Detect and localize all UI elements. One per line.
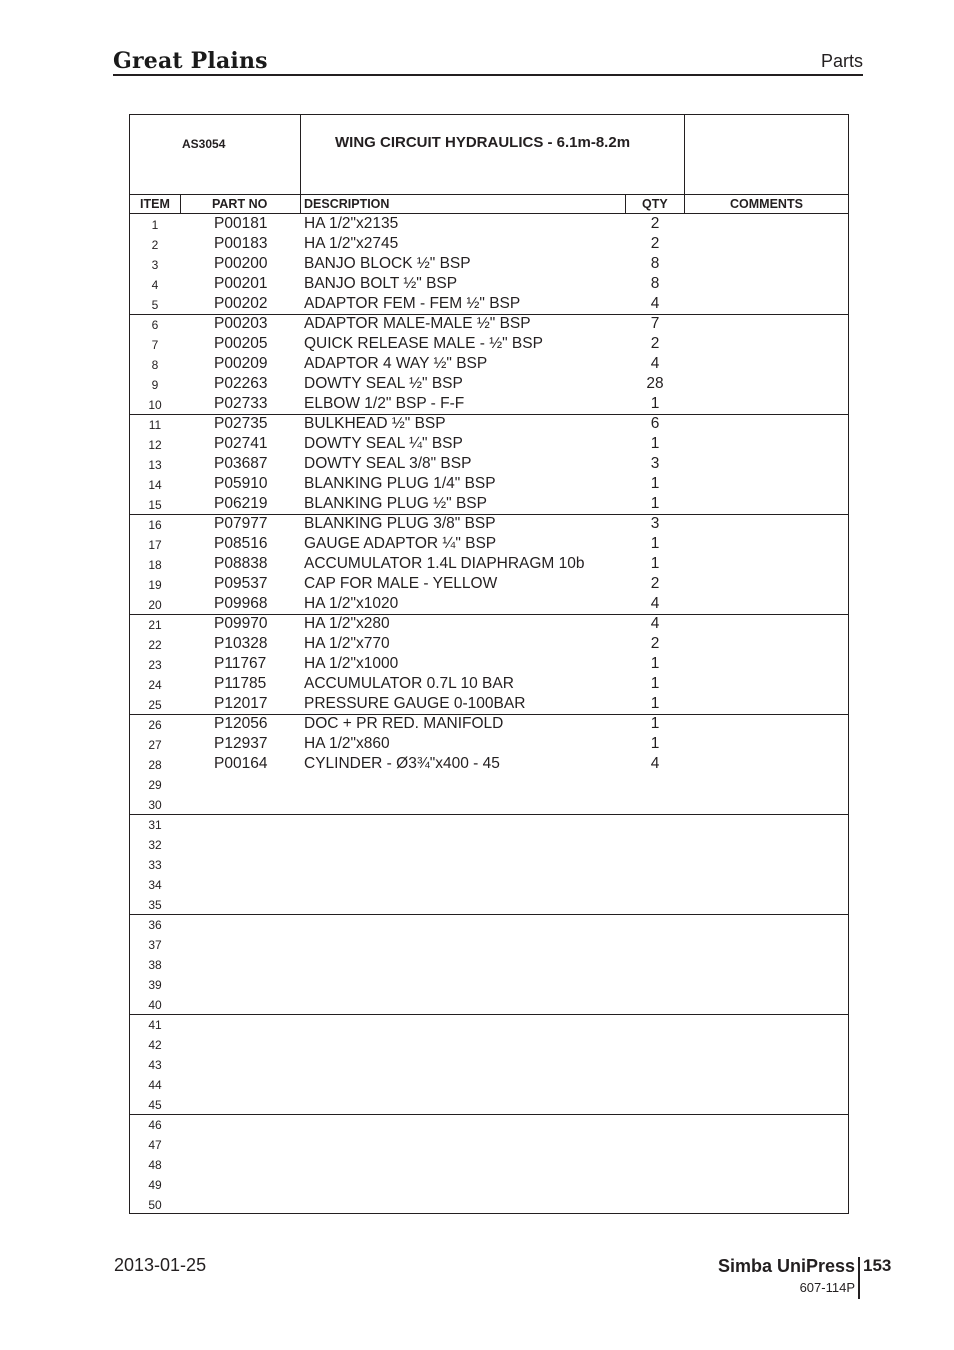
part-number: P03687 xyxy=(214,455,268,472)
item-number: 49 xyxy=(148,1178,162,1192)
part-description: ADAPTOR 4 WAY ½" BSP xyxy=(304,355,488,372)
part-description: BANJO BOLT ½" BSP xyxy=(304,275,458,292)
part-description: ACCUMULATOR 1.4L DIAPHRAGM 10b xyxy=(304,555,585,572)
part-quantity: 1 xyxy=(650,535,660,552)
part-description: DOWTY SEAL ½" BSP xyxy=(304,375,463,392)
item-number: 35 xyxy=(148,898,162,912)
table-row xyxy=(130,314,848,334)
item-number: 2 xyxy=(151,238,159,252)
part-number: P02735 xyxy=(214,415,268,432)
item-number: 32 xyxy=(148,838,162,852)
table-row xyxy=(130,554,848,574)
part-description: HA 1/2"x2745 xyxy=(304,235,399,252)
table-row xyxy=(130,654,848,674)
item-number: 43 xyxy=(148,1058,162,1072)
table-row xyxy=(130,1194,848,1214)
part-quantity: 1 xyxy=(650,555,660,572)
part-description: BLANKING PLUG ½" BSP xyxy=(304,495,487,512)
header-divider-left xyxy=(300,114,301,214)
table-row xyxy=(130,414,848,434)
part-description: HA 1/2"x2135 xyxy=(304,215,399,232)
part-description: HA 1/2"x860 xyxy=(304,735,390,752)
part-quantity: 1 xyxy=(650,735,660,752)
part-description: BLANKING PLUG 3/8" BSP xyxy=(304,515,496,532)
part-quantity: 2 xyxy=(650,215,660,232)
item-number: 18 xyxy=(148,558,162,572)
item-number: 11 xyxy=(148,418,162,432)
item-number: 5 xyxy=(151,298,159,312)
part-quantity: 1 xyxy=(650,675,660,692)
part-quantity: 1 xyxy=(650,395,660,412)
table-row xyxy=(130,1034,848,1054)
item-number: 34 xyxy=(148,878,162,892)
part-number: P08516 xyxy=(214,535,268,552)
table-row xyxy=(130,734,848,754)
part-quantity: 1 xyxy=(650,495,660,512)
column-header-part-no: PART NO xyxy=(212,197,268,211)
part-description: HA 1/2"x1020 xyxy=(304,595,399,612)
item-number: 23 xyxy=(148,658,162,672)
part-description: DOWTY SEAL ¼" BSP xyxy=(304,435,463,452)
item-number: 24 xyxy=(148,678,162,692)
part-quantity: 2 xyxy=(650,235,660,252)
table-row xyxy=(130,1094,848,1114)
assembly-title: WING CIRCUIT HYDRAULICS - 6.1m-8.2m xyxy=(335,134,631,151)
item-number: 28 xyxy=(148,758,162,772)
part-description: HA 1/2"x770 xyxy=(304,635,390,652)
item-number: 20 xyxy=(148,598,162,612)
part-quantity: 1 xyxy=(650,695,660,712)
part-number: P00202 xyxy=(214,295,268,312)
part-quantity: 8 xyxy=(650,275,660,292)
table-row xyxy=(130,574,848,594)
item-number: 3 xyxy=(151,258,159,272)
part-description: BLANKING PLUG 1/4" BSP xyxy=(304,475,496,492)
part-number: P11785 xyxy=(214,675,267,692)
table-row xyxy=(130,954,848,974)
part-description: HA 1/2"x1000 xyxy=(304,655,399,672)
table-row xyxy=(130,1174,848,1194)
table-row xyxy=(130,1014,848,1034)
item-number: 9 xyxy=(151,378,159,392)
column-header-qty: QTY xyxy=(642,197,668,211)
part-quantity: 1 xyxy=(650,655,660,672)
item-number: 27 xyxy=(148,738,162,752)
part-number: P00201 xyxy=(214,275,268,292)
part-quantity: 2 xyxy=(650,635,660,652)
item-number: 41 xyxy=(148,1018,162,1032)
table-row xyxy=(130,1114,848,1134)
part-description: ELBOW 1/2" BSP - F-F xyxy=(304,395,465,412)
item-number: 6 xyxy=(151,318,159,332)
part-number: P00183 xyxy=(214,235,268,252)
item-number: 16 xyxy=(148,518,162,532)
part-description: HA 1/2"x280 xyxy=(304,615,390,632)
table-row xyxy=(130,754,848,774)
part-number: P07977 xyxy=(214,515,268,532)
table-row xyxy=(130,214,848,234)
footer-divider xyxy=(858,1257,860,1299)
item-number: 13 xyxy=(148,458,162,472)
item-number: 38 xyxy=(148,958,162,972)
part-number: P09970 xyxy=(214,615,268,632)
item-number: 22 xyxy=(148,638,162,652)
section-title: Parts xyxy=(820,51,863,71)
part-number: P02263 xyxy=(214,375,268,392)
item-number: 45 xyxy=(148,1098,162,1112)
part-number: P10328 xyxy=(214,635,268,652)
part-number: P00181 xyxy=(214,215,268,232)
part-quantity: 4 xyxy=(650,595,660,612)
table-row xyxy=(130,694,848,714)
table-row xyxy=(130,774,848,794)
table-row xyxy=(130,274,848,294)
item-number: 14 xyxy=(148,478,162,492)
table-row xyxy=(130,714,848,734)
footer-product-name: Simba UniPress xyxy=(717,1256,855,1276)
table-row xyxy=(130,254,848,274)
table-row xyxy=(130,794,848,814)
table-row xyxy=(130,934,848,954)
table-row xyxy=(130,494,848,514)
part-quantity: 3 xyxy=(650,455,660,472)
table-row xyxy=(130,534,848,554)
part-quantity: 4 xyxy=(650,755,660,772)
item-number: 15 xyxy=(148,498,162,512)
part-description: BULKHEAD ½" BSP xyxy=(304,415,446,432)
part-number: P02741 xyxy=(214,435,268,452)
item-number: 31 xyxy=(148,818,162,832)
part-quantity: 1 xyxy=(650,715,660,732)
table-row xyxy=(130,394,848,414)
item-number: 42 xyxy=(148,1038,162,1052)
item-number: 19 xyxy=(148,578,162,592)
table-row xyxy=(130,914,848,934)
item-number: 47 xyxy=(148,1138,162,1152)
part-quantity: 2 xyxy=(650,335,660,352)
part-description: ACCUMULATOR 0.7L 10 BAR xyxy=(304,675,514,692)
part-quantity: 6 xyxy=(650,415,660,432)
part-number: P09968 xyxy=(214,595,268,612)
item-number: 37 xyxy=(148,938,162,952)
part-description: CYLINDER - Ø3¾"x400 - 45 xyxy=(304,755,500,772)
item-number: 40 xyxy=(148,998,162,1012)
item-number: 1 xyxy=(151,218,159,232)
part-number: P12056 xyxy=(214,715,268,732)
column-header-description: DESCRIPTION xyxy=(304,197,390,211)
table-row xyxy=(130,874,848,894)
item-number: 25 xyxy=(148,698,162,712)
part-quantity: 3 xyxy=(650,515,660,532)
item-number: 30 xyxy=(148,798,162,812)
part-number: P06219 xyxy=(214,495,268,512)
part-number: P00203 xyxy=(214,315,268,332)
part-number: P00164 xyxy=(214,755,268,772)
part-description: QUICK RELEASE MALE - ½" BSP xyxy=(304,335,543,352)
part-description: ADAPTOR FEM - FEM ½" BSP xyxy=(304,295,521,312)
part-quantity: 1 xyxy=(650,435,660,452)
footer-date: 2013-01-25 xyxy=(114,1255,207,1275)
header-rule xyxy=(113,74,863,76)
part-description: PRESSURE GAUGE 0-100BAR xyxy=(304,695,526,712)
item-number: 44 xyxy=(148,1078,162,1092)
table-row xyxy=(130,1054,848,1074)
page-number: 153 xyxy=(863,1256,892,1275)
part-description: DOC + PR RED. MANIFOLD xyxy=(304,715,504,732)
table-row xyxy=(130,374,848,394)
part-quantity: 7 xyxy=(650,315,660,332)
table-row xyxy=(130,474,848,494)
part-description: DOWTY SEAL 3/8" BSP xyxy=(304,455,472,472)
col-divider-item xyxy=(180,194,181,214)
part-number: P08838 xyxy=(214,555,268,572)
part-number: P00205 xyxy=(214,335,268,352)
part-quantity: 4 xyxy=(650,295,660,312)
column-header-comments: COMMENTS xyxy=(730,197,803,211)
item-number: 4 xyxy=(151,278,159,292)
table-row xyxy=(130,514,848,534)
item-number: 12 xyxy=(148,438,162,452)
part-quantity: 28 xyxy=(646,375,664,392)
header-divider-right xyxy=(684,114,685,214)
table-row xyxy=(130,814,848,834)
column-header-item: ITEM xyxy=(140,197,170,211)
table-row xyxy=(130,834,848,854)
part-description: CAP FOR MALE - YELLOW xyxy=(304,575,498,592)
part-quantity: 8 xyxy=(650,255,660,272)
item-number: 39 xyxy=(148,978,162,992)
table-row xyxy=(130,294,848,314)
part-number: P11767 xyxy=(214,655,267,672)
item-number: 8 xyxy=(151,358,159,372)
table-row xyxy=(130,674,848,694)
part-description: BANJO BLOCK ½" BSP xyxy=(304,255,471,272)
part-quantity: 4 xyxy=(650,355,660,372)
part-quantity: 1 xyxy=(650,475,660,492)
table-row xyxy=(130,594,848,614)
table-row xyxy=(130,454,848,474)
item-number: 7 xyxy=(151,338,159,352)
part-number: P05910 xyxy=(214,475,268,492)
item-number: 46 xyxy=(148,1118,162,1132)
part-quantity: 2 xyxy=(650,575,660,592)
item-number: 21 xyxy=(148,618,162,632)
table-row xyxy=(130,614,848,634)
item-number: 33 xyxy=(148,858,162,872)
part-number: P00209 xyxy=(214,355,268,372)
item-number: 50 xyxy=(148,1198,162,1212)
item-number: 29 xyxy=(148,778,162,792)
table-row xyxy=(130,334,848,354)
brand-logo: Great Plains xyxy=(113,48,268,74)
part-description: GAUGE ADAPTOR ¼" BSP xyxy=(304,535,497,552)
table-row xyxy=(130,1134,848,1154)
table-row xyxy=(130,354,848,374)
table-row xyxy=(130,1074,848,1094)
document-number: 607-114P xyxy=(799,1280,855,1295)
table-row xyxy=(130,854,848,874)
part-number: P12017 xyxy=(214,695,268,712)
item-number: 10 xyxy=(148,398,162,412)
part-number: P00200 xyxy=(214,255,268,272)
item-number: 17 xyxy=(148,538,162,552)
part-description: ADAPTOR MALE-MALE ½" BSP xyxy=(304,315,531,332)
assembly-code: AS3054 xyxy=(182,137,226,151)
item-number: 26 xyxy=(148,718,162,732)
table-row xyxy=(130,1154,848,1174)
part-number: P02733 xyxy=(214,395,268,412)
part-number: P12937 xyxy=(214,735,268,752)
column-header-top-rule xyxy=(129,194,849,195)
table-row xyxy=(130,234,848,254)
part-number: P09537 xyxy=(214,575,268,592)
table-row xyxy=(130,634,848,654)
table-row xyxy=(130,894,848,914)
table-row xyxy=(130,434,848,454)
table-row xyxy=(130,974,848,994)
part-quantity: 4 xyxy=(650,615,660,632)
item-number: 36 xyxy=(148,918,162,932)
col-divider-qty xyxy=(625,194,626,214)
table-row xyxy=(130,994,848,1014)
item-number: 48 xyxy=(148,1158,162,1172)
